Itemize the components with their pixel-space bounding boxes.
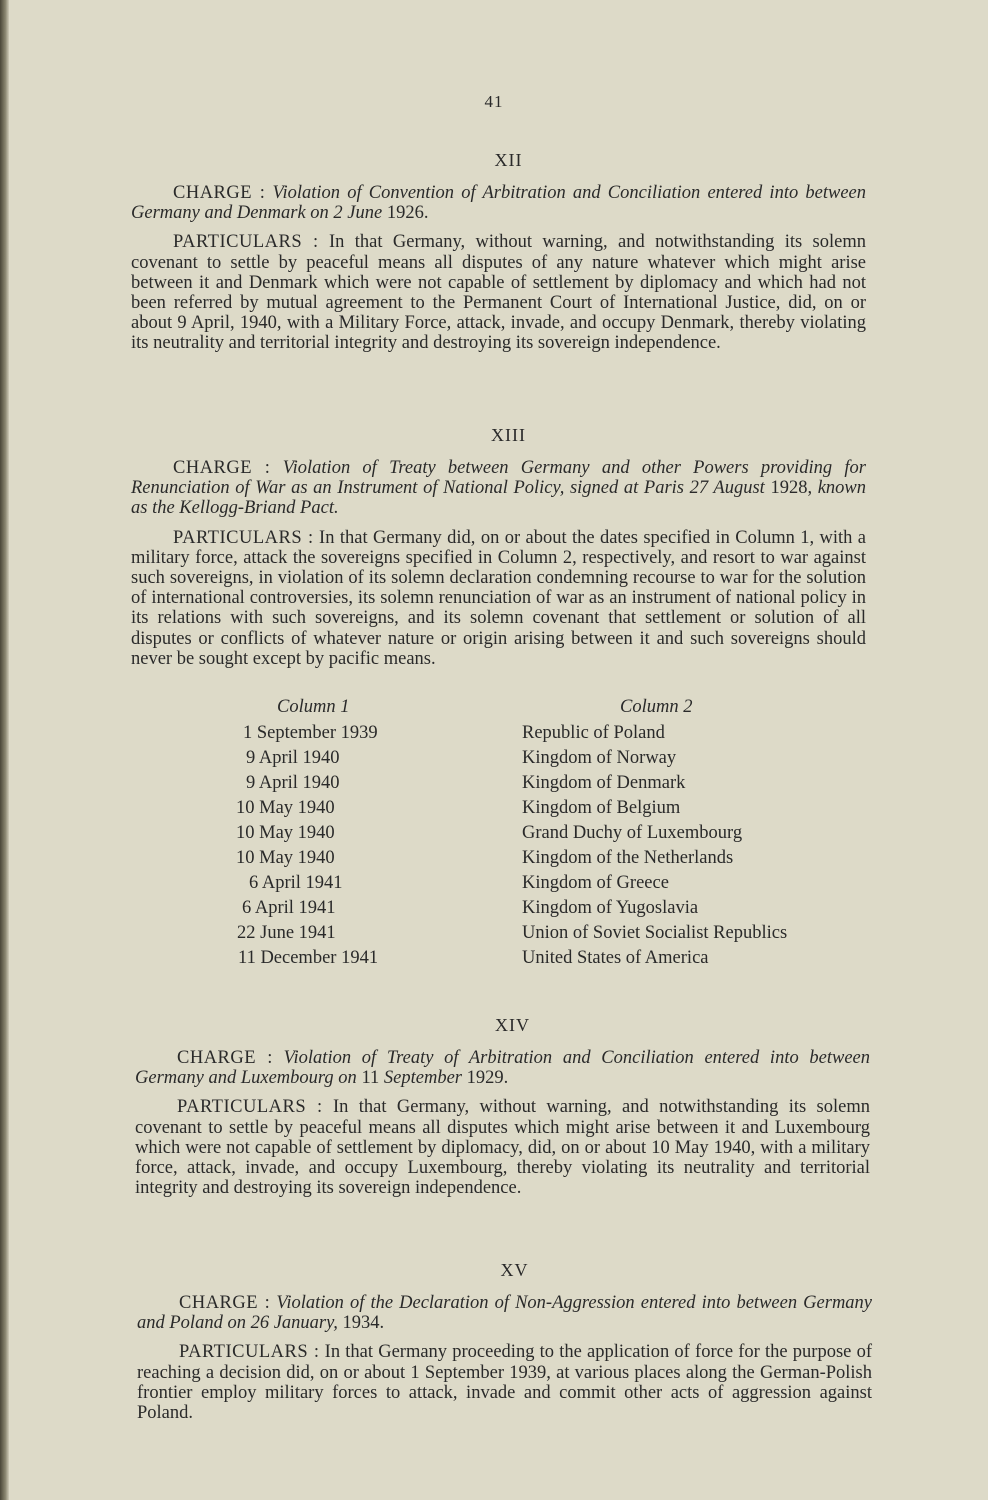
charge-paragraph bbox=[131, 183, 866, 223]
table-sovereign: United States of America bbox=[522, 948, 709, 968]
charge-day: 11 bbox=[361, 1068, 380, 1089]
charge-text: Violation of Convention of Arbitration and Conciliation entered into between Germany and Denmark on 2 June bbox=[131, 183, 866, 224]
charge-month: September bbox=[383, 1068, 462, 1089]
particulars-text: In that Germany, without warning, and notwithstanding its solemn covenant to settle by peaceful means all disputes which might arise between it and Luxembourg which were not capable of settlement by diplomacy, did, on or about 10 May 1940, with a military force, attack, invade, and occupy Luxembourg, thereby violating its neutrality and territorial integrity and destroying its sovereign independence. bbox=[135, 1097, 870, 1199]
particulars-text: In that Germany did, on or about the dates specified in Column 1, with a military force, attack the sovereigns specified in Column 2, respectively, and resort to war against such sovereigns, in violation of its solemn declaration condemning recourse to war for the solution of international controversies, its solemn renunciation of war as an instrument of national policy in its relations with such sovereigns, and its solemn covenant that settlement or solution of all disputes or conflicts of whatever nature or origin arising between it and such sovereigns should never be sought except by pacific means. bbox=[131, 527, 866, 669]
section-numeral: XV bbox=[500, 1260, 529, 1280]
table-row bbox=[131, 873, 866, 898]
charge-paragraph bbox=[135, 1048, 870, 1088]
particulars-paragraph bbox=[135, 1097, 870, 1198]
particulars-label: PARTICULARS : bbox=[173, 527, 314, 548]
charge-label: CHARGE : bbox=[173, 183, 266, 203]
table-date: 1 September 1939 bbox=[243, 723, 378, 743]
table-row bbox=[131, 723, 866, 748]
table-sovereign: Republic of Poland bbox=[522, 723, 665, 743]
table-row bbox=[131, 798, 866, 823]
column-2-header: Column 2 bbox=[620, 697, 693, 717]
particulars-label: PARTICULARS : bbox=[179, 1342, 320, 1363]
table-row bbox=[131, 898, 866, 923]
particulars-paragraph bbox=[137, 1342, 872, 1423]
charge-year: 1926. bbox=[386, 203, 429, 224]
table-date: 22 June 1941 bbox=[237, 923, 336, 943]
table-sovereign: Union of Soviet Socialist Republics bbox=[522, 923, 788, 943]
table-sovereign: Kingdom of Norway bbox=[522, 748, 677, 768]
table-row bbox=[131, 848, 866, 873]
particulars-label: PARTICULARS : bbox=[173, 232, 319, 253]
page-number: 41 bbox=[484, 92, 504, 111]
table-row bbox=[131, 823, 866, 848]
column-1-header: Column 1 bbox=[277, 697, 350, 717]
charge-year: 1934. bbox=[342, 1313, 385, 1334]
table-row bbox=[131, 948, 866, 973]
binding-edge bbox=[0, 0, 9, 1500]
table-sovereign: Kingdom of Belgium bbox=[522, 798, 681, 818]
charge-text-cont: known as the Kellogg-Briand Pact. bbox=[131, 478, 867, 519]
section-xiii bbox=[131, 425, 866, 669]
table-row bbox=[131, 748, 866, 773]
table-date: 6 April 1941 bbox=[249, 873, 343, 893]
table-date: 10 May 1940 bbox=[236, 848, 335, 868]
section-numeral: XII bbox=[494, 150, 523, 170]
table-sovereign: Kingdom of Greece bbox=[522, 873, 669, 893]
charge-label: CHARGE : bbox=[177, 1048, 273, 1068]
table-date: 9 April 1940 bbox=[246, 748, 340, 768]
charge-text: Violation of Treaty between Germany and other Powers providing for Renunciation of War as an Instrument of National Policy, signed at Paris 27 August bbox=[131, 458, 866, 499]
table-sovereign: Kingdom of the Netherlands bbox=[522, 848, 734, 868]
charge-text: Violation of Treaty of Arbitration and Conciliation entered into between Germany and Luxembourg on bbox=[135, 1048, 871, 1089]
table-date: 10 May 1940 bbox=[236, 798, 335, 818]
particulars-label: PARTICULARS : bbox=[177, 1097, 323, 1118]
particulars-paragraph bbox=[131, 528, 866, 669]
charge-paragraph bbox=[131, 458, 866, 519]
table-date: 10 May 1940 bbox=[236, 823, 335, 843]
table-date: 11 December 1941 bbox=[238, 948, 379, 968]
section-numeral: XIII bbox=[491, 425, 526, 445]
table-date: 9 April 1940 bbox=[246, 773, 340, 793]
table-sovereign: Grand Duchy of Luxembourg bbox=[522, 823, 743, 843]
table-row bbox=[131, 923, 866, 948]
charge-label: CHARGE : bbox=[173, 458, 271, 478]
table-date: 6 April 1941 bbox=[242, 898, 336, 918]
particulars-text: In that Germany, without warning, and notwithstanding its solemn covenant to settle by peaceful means all disputes of any nature whatever which might arise between it and Denmark which were not capable of settlement by diplomacy and which had not been referred by mutual agreement to the Permanent Court of International Justice, did, on or about 9 April, 1940, with a Military Force, attack, invade, and occupy Denmark, thereby violating its neutrality and territorial integrity and destroying its sovereign independence. bbox=[131, 232, 866, 354]
table-sovereign: Kingdom of Yugoslavia bbox=[522, 898, 699, 918]
section-xv bbox=[137, 1260, 872, 1423]
section-numeral: XIV bbox=[495, 1015, 530, 1035]
charge-year: 1928, bbox=[770, 478, 813, 499]
section-xiv bbox=[135, 1015, 870, 1198]
particulars-paragraph bbox=[131, 232, 866, 353]
section-xii bbox=[131, 150, 866, 354]
charge-text: Violation of the Declaration of Non-Aggression entered into between Germany and Poland on 26 January, bbox=[137, 1293, 873, 1334]
table-sovereign: Kingdom of Denmark bbox=[522, 773, 686, 793]
charge-paragraph bbox=[137, 1293, 872, 1333]
table-row bbox=[131, 773, 866, 798]
particulars-text: In that Germany proceeding to the application of force for the purpose of reaching a decision did, on or about 1 September 1939, at various places along the German-Polish frontier employ military forces to attack, invade and commit other acts of aggression against Poland. bbox=[137, 1342, 872, 1424]
charge-year: 1929. bbox=[466, 1068, 509, 1089]
charge-label: CHARGE : bbox=[179, 1293, 271, 1313]
